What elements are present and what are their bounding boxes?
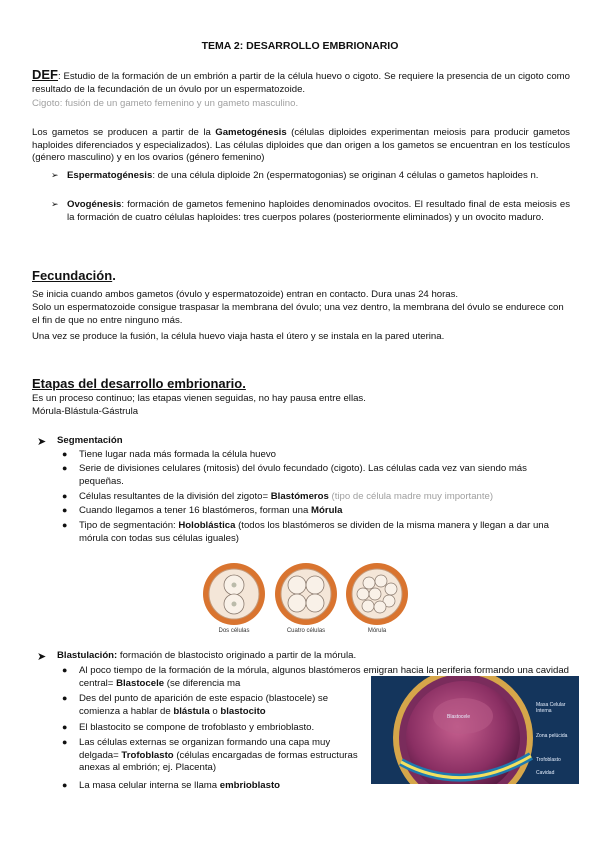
zona-pelucida-label: Zona pelúcida (536, 733, 568, 739)
fecundacion-line-1: Se inicia cuando ambos gametos (óvulo y espermatozoide) entran en contacto. Dura unas 24 horas. (32, 289, 459, 300)
dot-bullet-icon: ● (62, 665, 68, 675)
etapas-line-2: Mórula-Blástula-Gástrula (32, 406, 139, 417)
espermatogenesis-item: Espermatogénesis: de una célula diploide 2n (espermatogonias) se originan 4 células o gametos haploides n. (67, 170, 539, 181)
arrow-bullet-icon: ➢ (51, 170, 59, 180)
blastocyst-illustration (371, 676, 579, 784)
figure-caption: Mórula (367, 628, 387, 634)
dot-bullet-icon: ● (62, 520, 68, 530)
trofoblasto-label: Trofoblasto (536, 757, 561, 763)
blastulacion-item-5: La masa celular interna se llama embrioblasto (79, 780, 281, 791)
two-cell-illustration (203, 563, 265, 625)
arrow-bullet-icon: ➤ (37, 651, 47, 663)
blastocyst-figure (371, 676, 579, 784)
arrow-bullet-icon: ➤ (37, 436, 47, 448)
blastulacion-item-2: Des del punto de aparición de este espacio (blastocele) se comienza a hablar de blástula o blastocito (79, 693, 329, 717)
dot-bullet-icon: ● (62, 491, 68, 501)
dot-bullet-icon: ● (62, 693, 68, 703)
def-label: DEF (32, 67, 58, 82)
fecundacion-heading: Fecundación. (32, 268, 116, 283)
gametogenesis-term: Gametogénesis (215, 127, 287, 138)
segmentacion-item-2: Serie de divisiones celulares (mitosis) del óvulo fecundado (cigoto). Las células cada vez van siendo más pequeñas. (79, 463, 527, 487)
dot-bullet-icon: ● (62, 722, 68, 732)
etapas-heading: Etapas del desarrollo embrionario. (32, 376, 246, 391)
blastulacion-item-3: El blastocito se compone de trofoblasto y embrioblasto. (79, 722, 315, 733)
blastulacion-item-4: Las células externas se organizan formando una capa muy delgada= Trofoblasto (células encargadas de formas estructuras anexas al embrión; ej. Placenta) (79, 737, 358, 774)
segmentacion-heading: Segmentación (57, 435, 123, 446)
cigoto-note: Cigoto: fusión de un gameto femenino y un gameto masculino. (32, 98, 299, 109)
morula-illustration (346, 563, 408, 625)
segmentacion-item-3: Células resultantes de la división del zigoto= Blastómeros (tipo de célula madre muy importante) (79, 491, 494, 502)
segmentacion-item-1: Tiene lugar nada más formada la célula huevo (79, 449, 276, 460)
fecundacion-line-3: Una vez se produce la fusión, la célula huevo viaja hasta el útero y se instala en la pared uterina. (32, 331, 445, 342)
dot-bullet-icon: ● (62, 463, 68, 473)
cavidad-label: Cavidad (536, 770, 555, 776)
dot-bullet-icon: ● (62, 780, 68, 790)
figure-caption: Dos células (218, 628, 250, 634)
blastulacion-item-1: Al poco tiempo de la formación de la mórula, algunos blastómeros emigran hacia la periferia formando una cavidad central= Blastocele (se diferencia ma (79, 665, 569, 689)
gametos-paragraph: Los gametos se producen a partir de la Gametogénesis (células diploides experimentan meiosis para producir gametos haploides diferenciados y especializados). Las células diploides que dan origen a los gametos se encuentran en los testículos (género masculino) y en los ovarios (género femenino) (32, 127, 570, 164)
segmentacion-item-5: Tipo de segmentación: Holoblástica (todos los blastómeros se dividen de la misma manera y llegan a dar una mórula con todas sus células iguales) (79, 520, 549, 544)
blastulacion-heading: Blastulación: formación de blastocisto originado a partir de la mórula. (57, 650, 357, 661)
dot-bullet-icon: ● (62, 505, 68, 515)
arrow-bullet-icon: ➢ (51, 199, 59, 209)
inner-cell-mass-label: Masa Celular Interna (536, 702, 566, 714)
fecundacion-line-2: Solo un espermatozoide consigue traspasar la membrana del óvulo; una vez dentro, la membrana del óvulo se endurece con el fin de que no entre ninguno más. (32, 302, 564, 326)
blastocele-label: Blastocele (447, 714, 471, 720)
dot-bullet-icon: ● (62, 737, 68, 747)
ovogenesis-item: Ovogénesis: formación de gametos femenino haploides denominados ovocitos. El resultado final de esta meiosis es la formación de cuatro células haploides: tres cuerpos polares (posteriormente eliminados) y un ovocito maduro. (67, 199, 570, 223)
segmentacion-item-4: Cuando llegamos a tener 16 blastómeros, forman una Mórula (79, 505, 343, 516)
figure-caption: Cuatro células (286, 628, 326, 634)
four-cell-illustration (275, 563, 337, 625)
etapas-line-1: Es un proceso continuo; las etapas vienen seguidas, no hay pausa entre ellas. (32, 393, 366, 404)
dot-bullet-icon: ● (62, 449, 68, 459)
segmentation-figure (196, 561, 416, 627)
page-title: TEMA 2: DESARROLLO EMBRIONARIO (201, 40, 399, 52)
definition-paragraph (32, 69, 570, 96)
def-text: : Estudio de la formación de un embrión a partir de la célula huevo o cigoto. Se requiere la presencia de un cigoto como resultado de la fecundación de un óvulo por un espermatozoide. (32, 71, 570, 95)
